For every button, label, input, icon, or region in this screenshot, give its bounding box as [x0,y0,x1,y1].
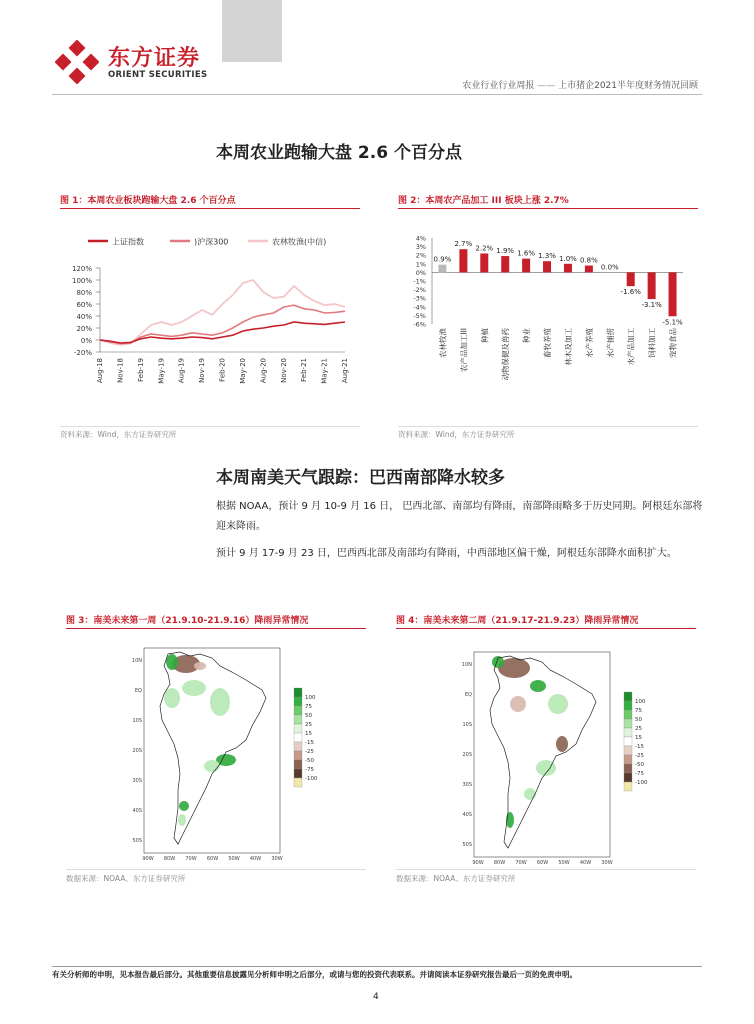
legend-value-label: 25 [635,726,642,732]
figure2-source-rule [398,426,698,427]
logo-text-cn: 东方证券 [108,46,201,71]
rain-anomaly-patch [178,814,186,826]
map-lat-label: 30S [132,778,142,784]
figure4-rule [396,628,696,629]
bar [669,272,677,316]
map-frame [144,648,280,853]
rain-anomaly-patch [194,662,206,670]
y-tick-label: -6% [413,320,426,329]
legend-label: )沪深300 [194,237,229,247]
legend-color-cell [294,778,302,787]
bar-value-label: 0.8% [579,256,598,265]
figure3-source: 数据来源：NOAA、东方证券研究所 [66,874,186,883]
map-lat-label: 40S [462,812,472,818]
legend-value-label: 75 [635,708,642,714]
figure3-rule [66,628,366,629]
map-lat-label: EQ [464,692,472,698]
paragraph-1: 根据 NOAA，预计 9 月 10-9 月 16 日， 巴西北部、南部均有降雨，南部降雨略多于历史同期。阿根廷东部将迎来降雨。 [216,501,703,532]
figure3-source-rule [66,869,366,870]
bar [438,265,446,273]
bar-value-label: 0.9% [433,255,452,264]
y-tick-label: 120% [71,265,92,273]
x-tick-label: Aug-21 [341,358,349,384]
x-tick-label: Aug-19 [177,358,186,384]
legend-value-label: -50 [305,758,314,764]
y-tick-label: 0% [80,337,92,345]
rain-anomaly-patch [548,694,568,714]
category-label: 饲料加工 [647,328,657,358]
legend-color-cell [294,724,302,733]
x-tick-label: Nov-18 [116,358,125,383]
figure1-y-axis [72,265,100,357]
legend-value-label: -50 [635,762,644,768]
paragraph-2: 预计 9 月 17-9 月 23 日，巴西西北部及南部均有降雨，中西部地区偏干燥，阿根廷东部降水面积扩大。 [216,548,677,559]
map-lat-label: 10S [132,718,142,724]
map-lon-label: 60W [536,860,549,864]
legend-label: 上证指数 [112,237,144,247]
x-tick-label: May-19 [157,358,166,384]
figure2-bar-chart [398,226,698,422]
figure2-title: 图 2：本周农产品加工 III 板块上涨 2.7% [398,196,569,206]
rain-anomaly-patch [556,736,568,752]
legend-color-cell [624,692,632,701]
legend-color-cell [294,742,302,751]
rain-anomaly-patch [182,680,206,696]
legend-value-label: 25 [305,722,312,728]
bar [627,272,635,286]
y-tick-label: 3% [415,243,426,252]
map-lon-label: 30W [271,856,283,860]
bar-value-label: 1.3% [538,252,556,261]
y-tick-label: 1% [415,260,426,269]
category-label: 水产品加工 [626,328,636,366]
category-label: 农林牧渔 [438,328,448,358]
map-lon-label: 40W [579,860,592,864]
y-tick-label: -3% [413,294,426,303]
company-logo-icon [55,40,99,84]
legend-value-label: -15 [635,744,644,750]
legend-color-cell [624,746,632,755]
figure1-title: 图 1：本周农业板块跑输大盘 2.6 个百分点 [60,196,236,206]
header-divider [52,94,702,95]
rain-anomaly-patch [166,654,178,670]
category-label: 动物保健及兽药 [501,328,511,381]
category-label: 水产捕捞 [605,328,615,358]
bar-value-label: 2.2% [475,244,494,253]
legend-value-label: -75 [305,767,314,773]
x-tick-label: Feb-19 [136,358,145,382]
legend-value-label: 50 [305,713,312,719]
bar-value-label: 1.6% [517,249,536,258]
map-lat-label: 50S [132,838,142,844]
figure1-source: 资料来源：Wind，东方证券研究所 [60,430,177,439]
x-tick-label: Feb-21 [300,358,309,382]
y-tick-label: -20% [73,349,92,357]
y-tick-label: -1% [413,277,426,286]
map-lat-label: 40S [132,808,142,814]
category-label: 畜牧养殖 [543,328,553,358]
x-tick-label: Feb-20 [218,358,227,382]
rain-anomaly-patch [530,680,546,692]
header-gray-block [222,0,282,62]
map-lon-label: 40W [249,856,262,860]
map-lon-label: 90W [472,860,484,864]
header-separator: —— [537,81,556,91]
map-lon-label: 70W [185,856,197,860]
x-tick-label: Nov-19 [198,358,207,383]
rain-anomaly-patch [510,696,526,712]
bar [480,253,488,272]
rain-anomaly-patch [204,760,220,772]
bar-value-label: 1.0% [559,254,577,263]
figure2-categories [437,328,677,381]
figure3-title: 图 3：南美未来第一周（21.9.10-21.9.16）降雨异常情况 [66,616,309,626]
bar [501,256,509,272]
legend-color-cell [294,706,302,715]
legend-color-cell [624,728,632,737]
legend-value-label: 75 [305,704,312,710]
category-label: 农产品加工III [459,328,469,373]
map-lon-label: 30W [601,860,613,864]
map-lon-label: 60W [206,856,219,860]
x-tick-label: May-21 [320,358,329,384]
bar [522,259,530,273]
figure4-map [458,644,658,864]
page-number: 4 [373,992,379,1002]
map-lon-label: 50W [558,860,570,864]
bar [585,266,593,273]
legend-value-label: -25 [635,753,644,759]
x-tick-label: Nov-20 [279,358,288,383]
section-title-2: 本周南美天气跟踪：巴西南部降水较多 [216,468,505,488]
map-lat-label: 10S [462,722,472,728]
legend-value-label: 15 [635,735,642,741]
bar-value-label: 2.7% [454,240,473,249]
legend-value-label: 15 [305,731,312,737]
bar [564,264,572,273]
legend-value-label: -25 [305,749,314,755]
figure4-source-rule [396,869,696,870]
legend-color-cell [294,715,302,724]
y-tick-label: 2% [415,251,426,260]
figure3-map [128,640,328,860]
header-report-info [462,78,698,91]
legend-color-cell [624,710,632,719]
x-tick-label: Aug-18 [96,358,104,384]
map-lon-label: 50W [228,856,240,860]
category-label: 宠物食品 [668,328,678,358]
figure1-series-lines [100,280,345,345]
y-tick-label: -2% [413,286,426,295]
bar [648,272,656,299]
legend-color-cell [294,751,302,760]
map-lon-label: 80W [163,856,176,860]
figure2-bars [434,240,683,326]
map-lon-label: 90W [142,856,154,860]
bar-value-label: -3.1% [641,301,662,310]
map-lon-label: 70W [515,860,527,864]
legend-color-cell [294,688,302,697]
bar-value-label: 0.0% [600,263,619,272]
legend-color-cell [624,701,632,710]
rain-anomaly-patch [164,688,180,708]
bar [543,261,551,272]
map-lat-label: 50S [462,842,472,848]
rain-anomaly-patch [524,788,536,800]
map-lat-label: EQ [134,688,142,694]
legend-color-cell [624,782,632,791]
legend-color-cell [624,755,632,764]
figure1-legend [88,237,326,247]
map-lat-label: 30S [462,782,472,788]
legend-color-cell [294,733,302,742]
figure4-source: 数据来源：NOAA、东方证券研究所 [396,874,516,883]
category-label: 种业 [522,328,532,343]
legend-value-label: 100 [305,695,316,701]
legend-color-cell [624,719,632,728]
figure4-title: 图 4：南美未来第二周（21.9.17-21.9.23）降雨异常情况 [396,616,639,626]
footer-disclaimer: 有关分析师的申明，见本报告最后部分。其他重要信息披露见分析师申明之后部分，或请与您的投资代表联系。并请阅读本证券研究报告最后一页的免责申明。 [52,970,577,979]
y-tick-label: 60% [76,301,92,309]
figure2-rule [398,208,698,209]
figure2-source: 资料来源：Wind，东方证券研究所 [398,430,515,439]
y-tick-label: -5% [413,311,426,320]
section-title-1: 本周农业跑输大盘 2.6 个百分点 [216,143,462,163]
map-lat-label: 20S [132,748,142,754]
legend-label: 农林牧渔(中信) [272,237,327,247]
x-tick-label: Aug-20 [259,358,268,384]
bar-value-label: -1.6% [620,288,641,297]
figure1-source-rule [60,426,360,427]
y-tick-label: 80% [76,289,92,297]
report-type: 农业行业行业周报 [462,81,535,91]
y-tick-label: 0% [415,268,426,277]
legend-value-label: 100 [635,699,646,705]
legend-color-cell [294,769,302,778]
series-line-2 [100,280,345,345]
map-lat-label: 20S [462,752,472,758]
y-tick-label: 100% [71,277,92,285]
legend-color-cell [294,760,302,769]
figure2-y-axis [413,235,683,329]
legend-value-label: 50 [635,717,642,723]
bar-value-label: -5.1% [662,318,683,327]
category-label: 种植 [480,328,490,343]
map-legend [624,692,648,791]
legend-value-label: -100 [305,776,318,782]
legend-color-cell [294,697,302,706]
figure1-line-chart [60,226,360,416]
logo-text-en: ORIENT SECURITIES [108,70,208,80]
legend-value-label: -15 [305,740,314,746]
footer-divider [52,966,702,967]
map-lon-label: 80W [493,860,506,864]
legend-value-label: -75 [635,771,644,777]
rain-anomaly-patch [179,801,189,811]
map-lat-label: 10N [461,662,472,668]
y-tick-label: 40% [76,313,92,321]
legend-color-cell [624,764,632,773]
y-tick-label: -4% [413,303,426,312]
rain-anomaly-patch [210,688,230,716]
category-label: 水产养殖 [584,328,594,358]
figure1-rule [60,208,360,209]
x-tick-label: May-20 [238,358,247,384]
map-legend [294,688,318,787]
legend-color-cell [624,773,632,782]
category-label: 林木及加工 [563,328,573,366]
map-lat-label: 10N [131,658,142,664]
figure1-x-axis [96,352,349,384]
y-tick-label: 4% [415,234,426,243]
bar [459,249,467,272]
legend-value-label: -100 [635,780,648,786]
legend-color-cell [624,737,632,746]
y-tick-label: 20% [76,325,92,333]
bar-value-label: 1.9% [496,247,515,256]
report-subject: 上市猪企2021半年度财务情况回顾 [558,81,698,91]
